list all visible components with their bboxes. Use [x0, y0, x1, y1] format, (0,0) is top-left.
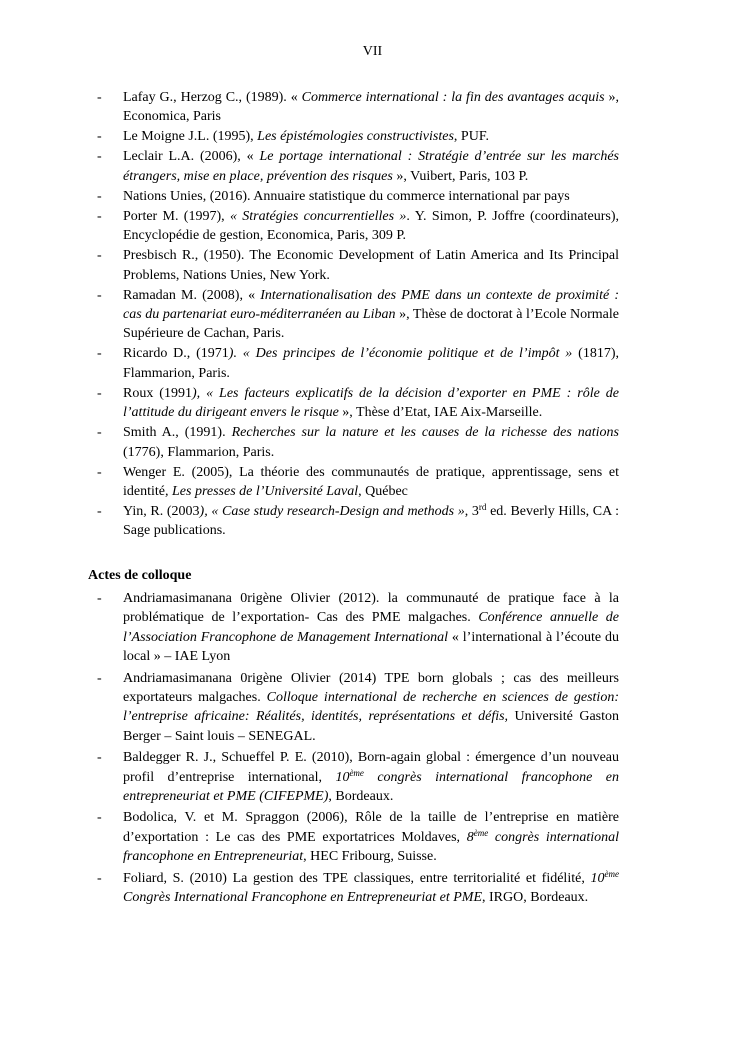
list-bullet: -: [97, 149, 102, 165]
list-bullet: -: [97, 425, 102, 441]
reference-item: - Le Moigne J.L. (1995), Les épistémologies constructivistes, PUF.: [123, 127, 619, 146]
bibliography-list: [0, 88, 745, 541]
actes-list: [0, 589, 745, 910]
list-bullet: -: [97, 504, 102, 520]
reference-item: - Presbisch R., (1950). The Economic Development of Latin America and Its Principal Problems, Nations Unies, New York.: [97, 248, 619, 283]
reference-item: - Bodolica, V. et M. Spraggon (2006), Rôle de la taille de l’entreprise en matière d’exportation : Le cas des PME exportatrices Moldaves, 8ème congrès international francophone en Entrepreneuriat, HEC Fribourg, Suisse.: [97, 810, 619, 865]
list-bullet: -: [97, 208, 102, 224]
list-bullet: -: [97, 810, 102, 826]
reference-item: - Lafay G., Herzog C., (1989). « Commerce international : la fin des avantages acquis », Economica, Paris: [97, 90, 619, 125]
list-bullet: -: [97, 346, 102, 362]
reference-item: - Ricardo D., (1971). « Des principes de l’économie politique et de l’impôt » (1817), Flammarion, Paris.: [97, 346, 619, 381]
list-bullet: -: [97, 385, 102, 401]
reference-item: - Nations Unies, (2016). Annuaire statistique du commerce international par pays: [123, 187, 619, 206]
list-bullet: -: [97, 248, 102, 264]
reference-item: - Roux (1991), « Les facteurs explicatifs de la décision d’exporter en PME : rôle de l’attitude du dirigeant envers le risque », Thèse d’Etat, IAE Aix-Marseille.: [97, 385, 619, 421]
list-bullet: -: [97, 188, 102, 204]
reference-item: - Yin, R. (2003), « Case study research-Design and methods », 3rd ed. Beverly Hills, CA : Sage publications.: [97, 502, 620, 539]
page-number: VII: [362, 44, 383, 59]
section-heading: Actes de colloque: [88, 568, 192, 583]
list-bullet: -: [97, 129, 102, 145]
reference-item: - Leclair L.A. (2006), « Le portage international : Stratégie d’entrée sur les marchés étrangers, mise en place, prévention des risques », Vuibert, Paris, 103 P.: [97, 149, 620, 184]
list-bullet: -: [97, 670, 102, 686]
list-bullet: -: [97, 90, 102, 105]
reference-item: - Andriamasimanana 0rigène Olivier (2014) TPE born globals ; cas des meilleurs exportateurs malgaches. Colloque international de recherche en sciences de gestion: l’entreprise africaine: Réalités, identités, représentations et défis, Université Gaston Berger – Saint louis – SENEGAL.: [97, 670, 620, 744]
list-bullet: -: [97, 287, 102, 303]
reference-item: - Andriamasimanana 0rigène Olivier (2012). la communauté de pratique face à la problématique de l’exportation- Cas des PME malgaches. Conférence annuelle de l’Association Francophone de Management International « l’international à l’écoute du local » – IAE Lyon: [97, 591, 619, 665]
reference-item: - Foliard, S. (2010) La gestion des TPE classiques, entre territorialité et fidélité, 10ème Congrès International Francophone en Entrepreneuriat et PME, IRGO, Bordeaux.: [97, 868, 619, 906]
reference-item: - Ramadan M. (2008), « Internationalisation des PME dans un contexte de proximité : cas du partenariat euro-méditerranéen au Liban », Thèse de doctorat à l’Ecole Normale Supérieure de Cachan, Paris.: [97, 287, 619, 342]
reference-item: - Porter M. (1997), « Stratégies concurrentielles ». Y. Simon, P. Joffre (coordinateurs), Encyclopédie de gestion, Economica, Paris, 309 P.: [97, 208, 620, 244]
reference-item: - Wenger E. (2005), La théorie des communautés de pratique, apprentissage, sens et identité, Les presses de l’Université Laval, Québec: [97, 464, 619, 500]
list-bullet: -: [97, 750, 102, 766]
list-bullet: -: [97, 464, 102, 480]
list-bullet: -: [97, 870, 102, 886]
reference-item: - Baldegger R. J., Schueffel P. E. (2010), Born-again global : émergence d’un nouveau profil d’entreprise international, 10ème congrès international francophone en entrepreneuriat et PME (CIFEPME), Bordeaux.: [97, 750, 619, 805]
reference-item: - Smith A., (1991). Recherches sur la nature et les causes de la richesse des nations (1776), Flammarion, Paris.: [97, 425, 619, 460]
list-bullet: -: [97, 591, 102, 606]
